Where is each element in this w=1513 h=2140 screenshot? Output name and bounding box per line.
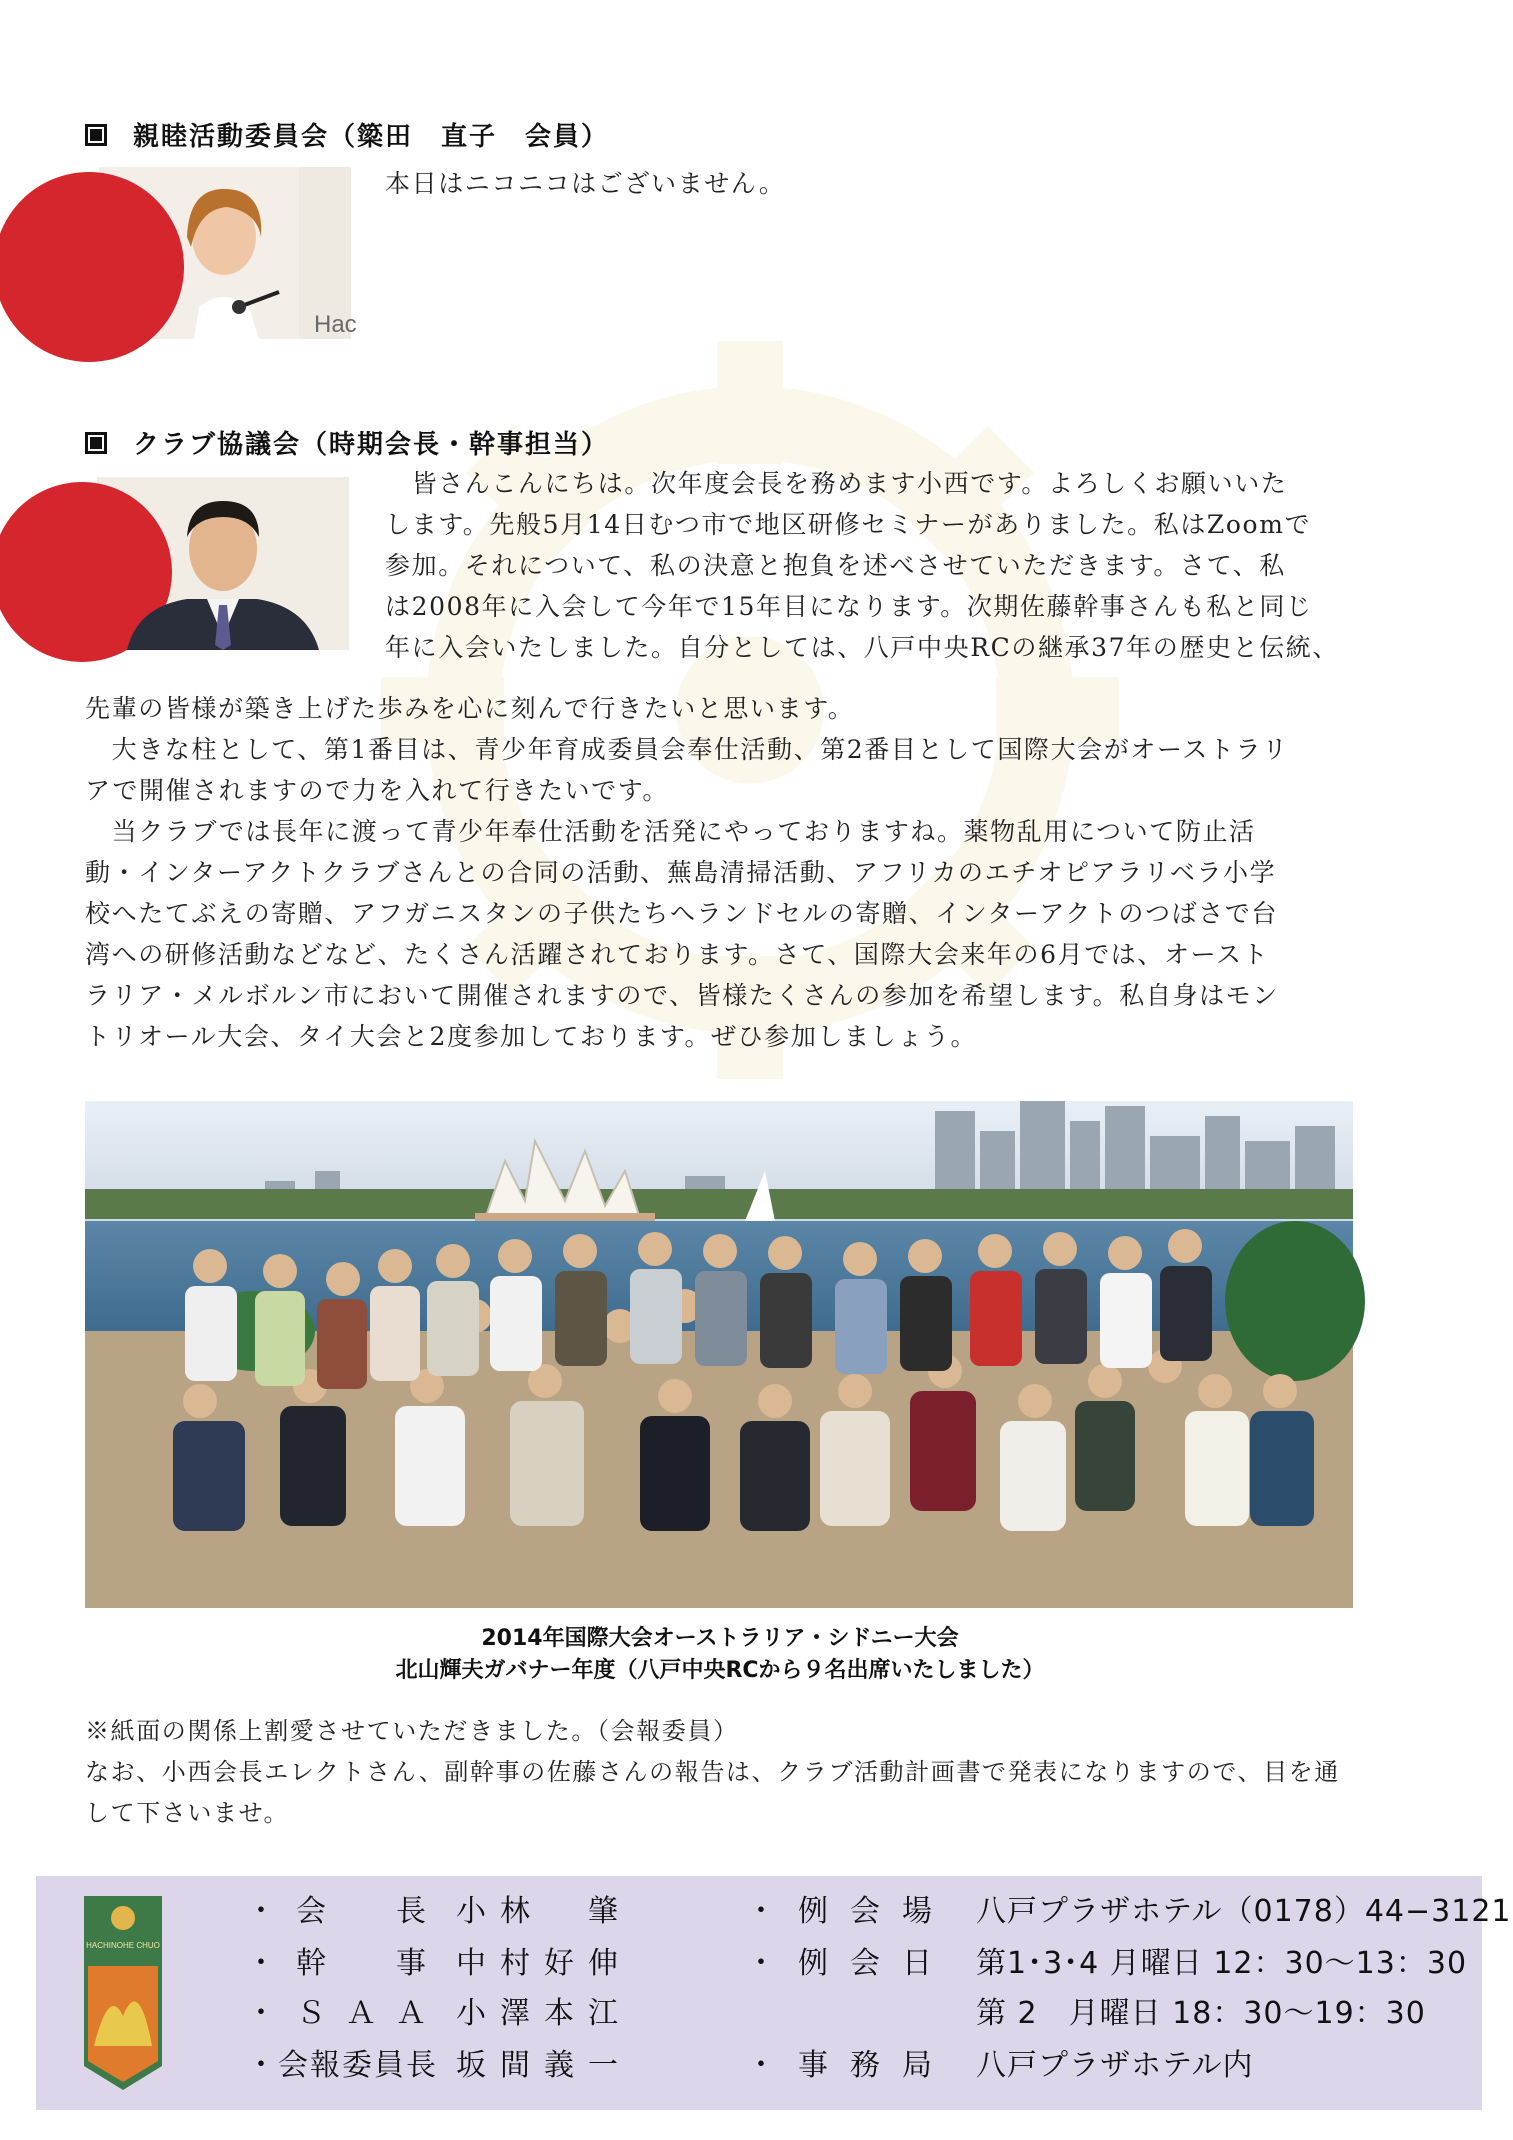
footer-value: 坂間義一 [456, 2048, 632, 2083]
section2-line: ラリア・メルボルン市において開催されますので、皆様たくさんの参加を希望します。私自身はモン [85, 981, 1279, 1010]
footer-value2: 第 2 月曜日 18：30〜19：30 [976, 1996, 1426, 2031]
square-bullet-icon [85, 124, 107, 146]
section2-line: 先輩の皆様が築き上げた歩みを心に刻んで行きたいと思います。 [85, 694, 855, 723]
section-heading-fellowship [85, 116, 609, 153]
caption-line: 北山輝夫ガバナー年度（八戸中央RCから９名出席いたしました） [395, 1658, 1045, 1683]
section2-line: 年に入会いたしました。自分としては、八戸中央RCの継承37年の歴史と伝統、 [385, 633, 1339, 662]
footer-label: ・会報委員長 [246, 2048, 438, 2083]
footer-value: 小澤本江 [456, 1996, 632, 2031]
section-heading-club-council [85, 424, 609, 461]
section2-line: 湾への研修活動などなど、たくさん活躍されております。さて、国際大会来年の6月では、オースト [85, 940, 1270, 969]
section2-line: は2008年に入会して今年で15年目になります。次期佐藤幹事さんも私と同じ [385, 592, 1313, 621]
group-photo-sydney [85, 1101, 1353, 1608]
section1-text [385, 163, 786, 204]
notes-line: ※紙面の関係上割愛させていただきました。（会報委員） [85, 1717, 739, 1745]
group-photo-caption [85, 1623, 1355, 1687]
footer-label: ・ＳＡＡ [246, 1996, 446, 2031]
footer-value2: 八戸プラザホテル（0178）44−3121 [976, 1894, 1512, 1929]
section2-line: 校へたてぶえの寄贈、アフガニスタンの子供たちへランドセルの寄贈、インターアクトのつばさで台 [85, 899, 1279, 928]
footer-label2: ・例会日 [746, 1946, 954, 1981]
section2-text-full [85, 688, 1289, 1057]
club-banner-logo [84, 1896, 162, 2090]
banner-logo-text: HACHINOHE CHUO [86, 1941, 160, 1950]
footer-value2: 第1･3･4 月曜日 12：30〜13：30 [976, 1946, 1468, 1981]
notes-line: なお、小西会長エレクトさん、副幹事の佐藤さんの報告は、クラブ活動計画書で発表になりますので、目を通 [85, 1758, 1340, 1786]
square-bullet-icon [85, 432, 107, 454]
section2-line: トリオール大会、タイ大会と2度参加しております。ぜひ参加しましょう。 [85, 1022, 978, 1051]
section2-line: 参加。それについて、私の決意と抱負を述べさせていただきます。さて、私 [385, 551, 1286, 580]
section-heading-text: 親睦活動委員会（簗田 直子 会員） [133, 122, 610, 152]
footer-value: 中村好伸 [456, 1946, 632, 1981]
footer-label: ・幹 事 [246, 1946, 446, 1981]
notes-text [85, 1711, 1340, 1834]
portrait-photo-yanada [99, 167, 357, 339]
section2-line: 皆さんこんにちは。次年度会長を務めます小西です。よろしくお願いいた [385, 469, 1288, 498]
footer-label2: ・例会場 [746, 1894, 954, 1929]
footer-label: ・会 長 [246, 1894, 446, 1929]
section-heading-text: クラブ協議会（時期会長・幹事担当） [133, 430, 610, 460]
section2-line: 当クラブでは長年に渡って青少年奉仕活動を活発にやっておりますね。薬物乱用について防止活 [85, 817, 1256, 846]
section1-text-line: 本日はニコニコはございません。 [385, 169, 786, 198]
section2-line: します。先般5月14日むつ市で地区研修セミナーがありました。私はZoomで [385, 510, 1312, 539]
footer-value2: 八戸プラザホテル内 [976, 2048, 1254, 2083]
caption-line: 2014年国際大会オーストラリア・シドニー大会 [481, 1626, 959, 1651]
section2-line: 動・インターアクトクラブさんとの合同の活動、蕪島清掃活動、アフリカのエチオピアラリベラ小学 [85, 858, 1277, 887]
section2-line: アで開催されますので力を入れて行きたいです。 [85, 776, 669, 805]
section2-text-indented [385, 463, 1339, 668]
club-info-footer [36, 1876, 1512, 2110]
portrait-photo-konishi [97, 477, 349, 650]
photo-backdrop-text: Hac [314, 311, 357, 338]
section2-line: 大きな柱として、第1番目は、青少年育成委員会奉仕活動、第2番目として国際大会がオーストラリ [85, 735, 1289, 764]
footer-value: 小林 肇 [456, 1894, 632, 1929]
notes-line: して下さいませ。 [85, 1799, 290, 1827]
footer-label2: ・事務局 [746, 2048, 954, 2083]
